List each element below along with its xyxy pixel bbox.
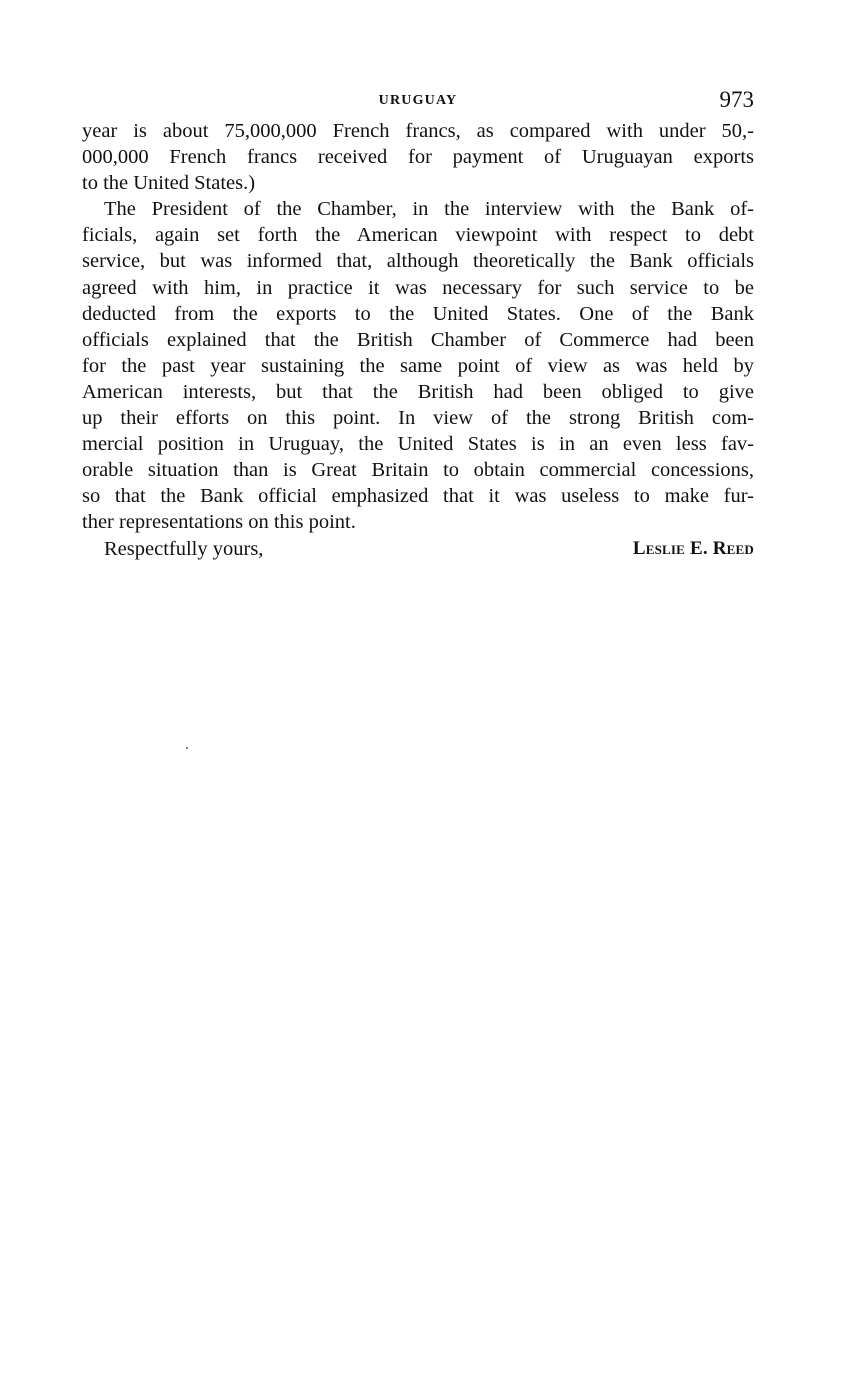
text-line: up their efforts on this point. In view of the strong British com- (82, 407, 754, 430)
text-line: ther representations on this point. (82, 511, 356, 534)
running-header (82, 88, 754, 118)
text-line: deducted from the exports to the United States. One of the Bank (82, 302, 754, 325)
running-title: URUGUAY (378, 93, 458, 108)
text-line: ficials, again set forth the American viewpoint with respect to debt (82, 224, 754, 247)
page-number: 973 (719, 87, 754, 112)
text-line: so that the Bank official emphasized that it was useless to make fur- (82, 485, 754, 508)
letter-closing (82, 536, 754, 562)
text-line: mercial position in Uruguay, the United States is in an even less fav- (82, 433, 754, 456)
text-line: 000,000 French francs received for payment of Uruguayan exports (82, 146, 754, 169)
print-speck (186, 747, 188, 749)
text-line: The President of the Chamber, in the interview with the Bank of- (104, 198, 754, 221)
text-line: officials explained that the British Chamber of Commerce had been (82, 328, 754, 351)
paragraph-continuation (82, 118, 754, 196)
signature: Leslie E. Reed (632, 537, 754, 559)
text-line: year is about 75,000,000 French francs, as compared with under 50,- (82, 120, 754, 142)
salutation: Respectfully yours, (104, 537, 264, 560)
document-page (82, 88, 754, 562)
text-line: orable situation than is Great Britain to obtain commercial concessions, (82, 459, 754, 482)
text-line: American interests, but that the British had been obliged to give (82, 380, 754, 403)
text-line: for the past year sustaining the same point of view as was held by (82, 354, 754, 377)
text-line: agreed with him, in practice it was necessary for such service to be (82, 276, 754, 299)
text-line: service, but was informed that, although theoretically the Bank officials (82, 250, 754, 273)
paragraph-main (82, 196, 754, 535)
text-line: to the United States.) (82, 172, 256, 195)
